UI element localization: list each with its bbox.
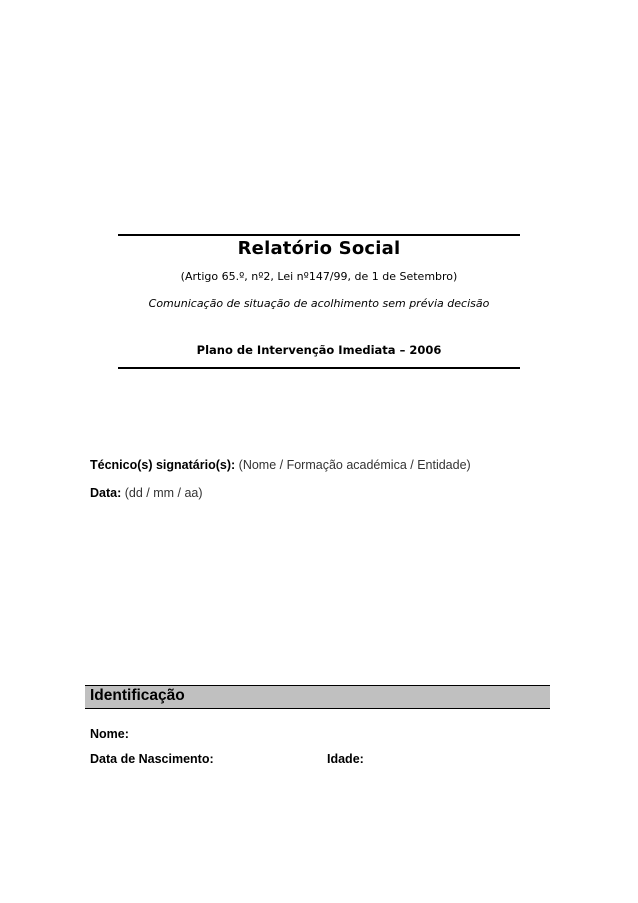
report-header [118,234,520,370]
identification-title: Identificação [90,687,185,704]
identification-section-header [85,685,550,709]
bottom-rule [118,367,520,369]
report-title: Relatório Social [237,238,401,259]
top-rule [118,234,520,236]
legal-reference: (Artigo 65.º, nº2, Lei nº147/99, de 1 de Setembro) [180,270,458,283]
date-value: (dd / mm / aa) [124,486,203,500]
age-label: Idade: [327,752,364,766]
report-description: Comunicação de situação de acolhimento sem prévia decisão [148,297,490,310]
date-line [90,486,203,500]
signatory-value: (Nome / Formação académica / Entidade) [238,458,471,472]
plan-title: Plano de Intervenção Imediata – 2006 [196,343,442,357]
name-label: Nome: [90,727,129,741]
date-label: Data: [90,486,122,500]
birthdate-label: Data de Nascimento: [90,752,214,766]
signatory-line [90,458,471,472]
signatory-label: Técnico(s) signatário(s): [90,458,236,472]
